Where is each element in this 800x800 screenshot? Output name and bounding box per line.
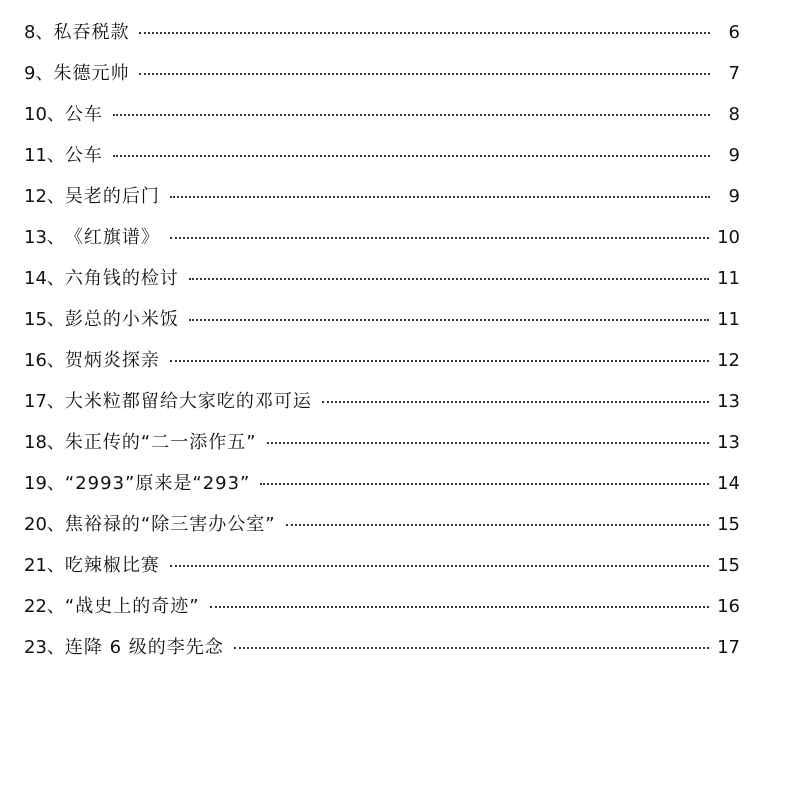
table-of-contents — [24, 12, 740, 668]
toc-entry-title: 公车 — [64, 145, 103, 166]
toc-entry[interactable] — [24, 299, 740, 340]
dot-leader — [139, 73, 710, 75]
toc-entry-page: 11 — [717, 268, 740, 289]
toc-entry-page: 13 — [717, 432, 740, 453]
toc-entry-number: 11、 — [24, 145, 65, 166]
dot-leader — [170, 565, 709, 567]
toc-entry-page: 10 — [717, 227, 740, 248]
toc-entry[interactable] — [24, 53, 740, 94]
toc-entry-page: 8 — [728, 104, 740, 125]
toc-entry[interactable] — [24, 586, 740, 627]
toc-entry-number: 20、 — [24, 514, 65, 535]
toc-entry-number: 21、 — [24, 555, 65, 576]
toc-entry-title: “战史上的奇迹” — [64, 596, 200, 617]
toc-entry[interactable] — [24, 463, 740, 504]
dot-leader — [267, 442, 710, 444]
toc-entry-number: 18、 — [24, 432, 65, 453]
dot-leader — [170, 237, 709, 239]
toc-entry[interactable] — [24, 176, 740, 217]
toc-entry-title: 公车 — [64, 104, 103, 125]
toc-entry-title: 吴老的后门 — [64, 186, 160, 207]
toc-entry[interactable] — [24, 340, 740, 381]
toc-entry[interactable] — [24, 627, 740, 668]
toc-entry-title: 《红旗谱》 — [64, 227, 160, 248]
dot-leader — [234, 647, 709, 649]
toc-entry-page: 15 — [717, 555, 740, 576]
toc-entry-page: 14 — [717, 473, 740, 494]
toc-entry-number: 9、 — [24, 63, 54, 84]
toc-entry-title: 大米粒都留给大家吃的邓可运 — [64, 391, 312, 412]
dot-leader — [286, 524, 710, 526]
toc-entry-title: 朱正传的“二一添作五” — [64, 432, 257, 453]
toc-entry-page: 15 — [717, 514, 740, 535]
toc-entry-number: 19、 — [24, 473, 65, 494]
toc-entry-title: 私吞税款 — [53, 22, 130, 43]
dot-leader — [170, 360, 709, 362]
toc-entry[interactable] — [24, 217, 740, 258]
toc-entry-title: “2993”原来是“293” — [64, 473, 251, 494]
toc-entry[interactable] — [24, 94, 740, 135]
dot-leader — [189, 319, 709, 321]
dot-leader — [170, 196, 710, 198]
toc-entry[interactable] — [24, 504, 740, 545]
toc-entry-title: 吃辣椒比赛 — [64, 555, 160, 576]
toc-entry-title: 六角钱的检讨 — [64, 268, 179, 289]
toc-entry-number: 12、 — [24, 186, 65, 207]
dot-leader — [113, 155, 710, 157]
dot-leader — [322, 401, 709, 403]
toc-entry-number: 13、 — [24, 227, 65, 248]
toc-entry-page: 13 — [717, 391, 740, 412]
toc-entry-page: 12 — [717, 350, 740, 371]
toc-entry-number: 15、 — [24, 309, 65, 330]
toc-entry-page: 6 — [728, 22, 740, 43]
toc-entry-title: 焦裕禄的“除三害办公室” — [64, 514, 276, 535]
toc-entry[interactable] — [24, 545, 740, 586]
toc-entry-page: 16 — [717, 596, 740, 617]
toc-entry[interactable] — [24, 12, 740, 53]
toc-entry-page: 7 — [728, 63, 740, 84]
toc-entry-number: 14、 — [24, 268, 65, 289]
toc-entry-number: 8、 — [24, 22, 54, 43]
toc-entry-title: 彭总的小米饭 — [64, 309, 179, 330]
toc-entry-title: 贺炳炎探亲 — [64, 350, 160, 371]
dot-leader — [189, 278, 709, 280]
toc-entry[interactable] — [24, 258, 740, 299]
toc-entry[interactable] — [24, 422, 740, 463]
toc-entry-page: 11 — [717, 309, 740, 330]
toc-entry-number: 23、 — [24, 637, 65, 658]
dot-leader — [139, 32, 710, 34]
toc-entry-page: 9 — [728, 145, 740, 166]
toc-entry-title: 连降 6 级的李先念 — [64, 637, 224, 658]
toc-entry-number: 17、 — [24, 391, 65, 412]
toc-entry-page: 9 — [728, 186, 740, 207]
toc-entry-number: 10、 — [24, 104, 65, 125]
dot-leader — [260, 483, 709, 485]
toc-entry[interactable] — [24, 381, 740, 422]
dot-leader — [210, 606, 710, 608]
toc-entry-page: 17 — [717, 637, 740, 658]
dot-leader — [113, 114, 710, 116]
toc-entry[interactable] — [24, 135, 740, 176]
toc-entry-title: 朱德元帅 — [53, 63, 130, 84]
toc-entry-number: 16、 — [24, 350, 65, 371]
toc-entry-number: 22、 — [24, 596, 65, 617]
